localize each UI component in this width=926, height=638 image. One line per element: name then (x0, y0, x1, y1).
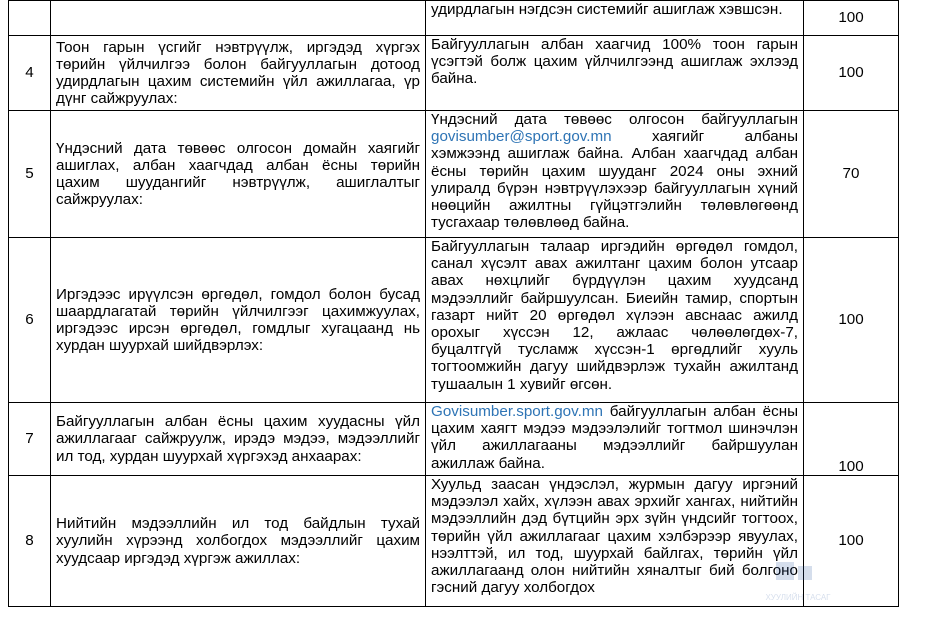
table-row (9, 111, 899, 238)
row-number: 4 (9, 36, 51, 111)
row-number: 6 (9, 238, 51, 403)
row-number: 8 (9, 476, 51, 607)
stamp-watermark-icon (648, 552, 831, 622)
task-cell: Үндэсний дата төвөөс олгосон домайн хаягийг ашиглах, албан хаагчдад албан ёсны төрийн цахим шуудангийг нэвтрүүлж, ашиглалтыг сайжруулах: (51, 111, 426, 238)
percent-cell: 100 (804, 1, 899, 36)
result-cell (426, 111, 804, 238)
table-row (9, 238, 899, 403)
result-text: Үндэсний дата төвөөс олгосон байгууллагын (431, 111, 798, 128)
percent-cell: 100 (804, 403, 899, 476)
report-table (8, 0, 899, 607)
result-cell: Байгууллагын талаар иргэдийн өргөдөл гомдол, санал хүсэлт авах ажилтанг цахим болон утсаар авах нөхцлийг бүрдүүлэн цахим хуудсанд мэдээллийг байршуулсан. Биеийн тамир, спортын газарт нийт 20 өргөдөл хүлээн авснаас ажилд орохыг хүссэн 12, ажлаас чөлөөлөгдөх-7, буцалтгүй тусламж хүссэн-1 өргөдлийг хууль тогтоомжийн дагуу шийдвэрлэж тухайн ажилтанд тушаалын 1 хувийг өгсөн. (426, 238, 804, 403)
row-number: 7 (9, 403, 51, 476)
task-cell: Иргэдээс ирүүлсэн өргөдөл, гомдол болон бусад шаардлагатай төрийн үйлчилгээг цахимжуулах, иргэдээс ирсэн өргөдөл, гомдлыг хугацаанд нь хурдан шуурхай шийдвэрлэх: (51, 238, 426, 403)
percent-cell: 100 (804, 476, 899, 607)
website-link[interactable]: Govisumber.sport.gov.mn (431, 403, 603, 420)
task-cell: Нийтийн мэдээллийн ил тод байдлын тухай хуулийн хүрээнд холбогдох мэдээллийг цахим хуудсаар иргэдэд хүргэж ажиллах: (51, 476, 426, 607)
row-number (9, 1, 51, 36)
table-row (9, 1, 899, 36)
table-row (9, 36, 899, 111)
watermark-text: ХУУЛИЙН ТАСАГ (765, 593, 831, 602)
result-cell: Байгууллагын албан хаагчид 100% тоон гарын үсэгтэй болж цахим үйлчилгээнд ашиглаж эхлээд байна. (426, 36, 804, 111)
task-cell (51, 1, 426, 36)
percent-cell: 100 (804, 238, 899, 403)
task-cell: Байгууллагын албан ёсны цахим хуудасны үйл ажиллагааг сайжруулж, ирэдэ мэдээ, мэдээллийг ил тод, хурдан шуурхай хүргэхэд анхаарах: (51, 403, 426, 476)
percent-cell: 100 (804, 36, 899, 111)
email-link[interactable]: govisumber@sport.gov.mn (431, 128, 612, 146)
table-row (9, 403, 899, 476)
result-cell: удирдлагын нэгдсэн системийг ашиглаж хэвшсэн. (426, 1, 804, 36)
row-number: 5 (9, 111, 51, 238)
result-text: хаягийг албаны хэмжээнд ашиглаж байна. Албан хаагчдад албан ёсны төрийн цахим шууданг 2024 оны эхний улиралд бүрэн нэвтрүүлэхээр байгууллагын хүний нөөцийн ажилтны гүйцэтгэлийн төлөвлөгөөнд тусгахаар төлөвлөөд байна. (431, 128, 798, 232)
result-cell (426, 403, 804, 476)
task-cell: Тоон гарын үсгийг нэвтрүүлж, иргэдэд хүргэх төрийн үйлчилгээ болон байгууллагын дотоод удирдлагын цахим системийн үйл ажиллагаа, үр дүнг сайжруулах: (51, 36, 426, 111)
result-text: байгууллагын албан ёсны цахим хаягт мэдээ мэдээлэлийг тогтмол шинэчлэн үйл ажиллагааны мэдээллийг байршуулан ажиллаж байна. (431, 403, 798, 472)
result-cell: Хуульд заасан үндэслэл, журмын дагуу иргэний мэдээлэл хайх, хүлээн авах эрхийг хангах, нийтийн мэдээллийн дэд бүтцийн эрх зүйн үндсийг тогтоох, төрийн үйл ажиллагааг цахим хэлбэрээр явуулах, нээлттэй, ил тод, шуурхай байлгах, төрийн үйл ажиллагаанд олон нийтийн хяналтыг бий болгоно гэсний дагуу холбогдох (426, 476, 804, 607)
percent-cell: 70 (804, 111, 899, 238)
